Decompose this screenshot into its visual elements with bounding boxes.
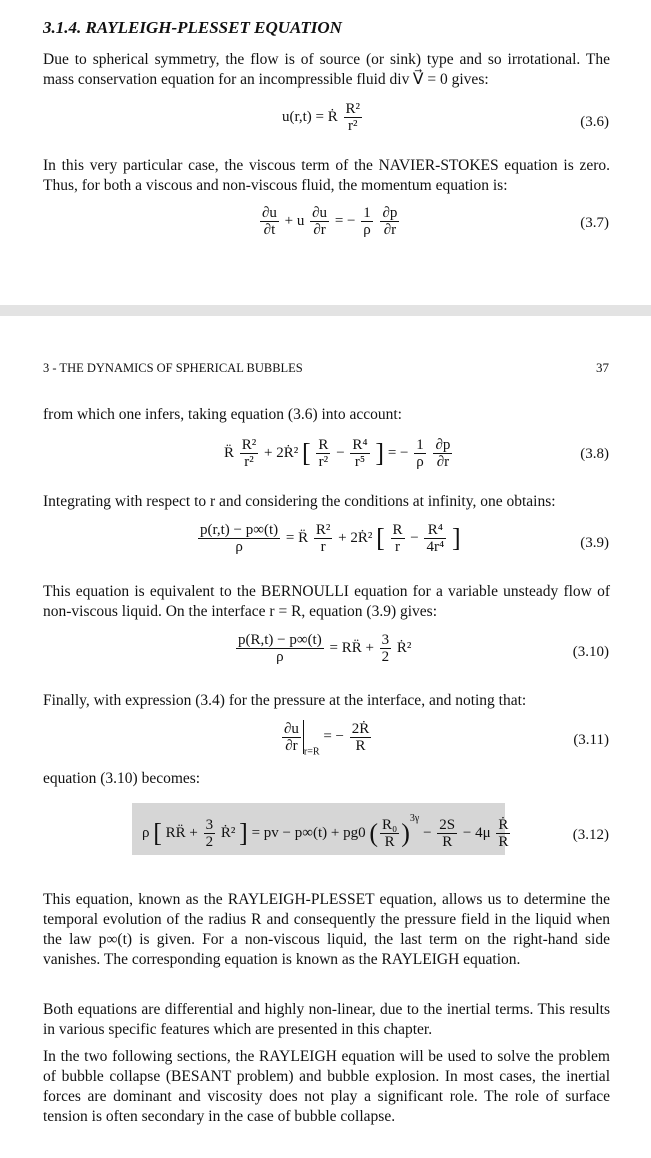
equation-number-3-9: (3.9)	[580, 535, 609, 551]
equation-number-3-10: (3.10)	[572, 644, 609, 660]
eq-3-7-t1-num: ∂u	[262, 205, 277, 221]
eq-3-8-a-num: R²	[241, 437, 257, 453]
equation-3-8	[224, 437, 454, 470]
eq-3-9-l-num: p(r,t) − p∞(t)	[200, 522, 279, 538]
equation-3-9	[196, 522, 461, 555]
paragraph-nonlinear: Both equations are differential and highly non-linear, due to the inertial terms. This results in various specific features which are presented in this chapter.	[43, 1001, 610, 1038]
eq-3-9-equals: = R̈	[285, 529, 309, 546]
eq-3-12-f-den: 2	[205, 834, 214, 851]
eq-3-7-term1	[260, 205, 279, 238]
eq-3-8-frac-e	[414, 437, 426, 470]
eq-3-6-fraction	[344, 101, 363, 134]
eq-3-11-r-num: 2Ṙ	[351, 720, 370, 737]
eq-3-6-den: r²	[348, 118, 358, 134]
text-line-3: Finally, with expression (3.4) for the pressure at the interface, and noting that:	[43, 692, 527, 709]
text-line-2: Integrating with respect to r and considering the conditions at infinity, one obtains:	[43, 493, 556, 510]
eq-3-10-l-den: ρ	[276, 649, 284, 665]
eq-3-9-b: + 2Ṙ²	[338, 529, 373, 546]
eq-3-12-r-num: R₀	[382, 817, 398, 834]
eq-3-8-f-den: ∂r	[436, 454, 450, 470]
eq-3-7-t4-den: ∂r	[383, 222, 397, 238]
eq-3-7-t2-den: ∂r	[313, 222, 326, 238]
page-separator	[0, 305, 651, 316]
eq-3-9-frac-c	[391, 522, 405, 555]
eq-3-7-term4	[380, 205, 399, 238]
eq-3-6-lhs: u(r,t) = Ṙ	[282, 108, 338, 125]
eq-3-9-d-den: 4r⁴	[426, 539, 445, 555]
eq-3-11-equals: = −	[323, 728, 344, 745]
eq-3-12-visc: − 4μ	[462, 825, 491, 841]
text-line-1: from which one infers, taking equation (3.6) into account:	[43, 406, 402, 423]
paragraph-rayleigh-plesset: This equation, known as the RAYLEIGH-PLESSET equation, allows us to determine the temporal evolution of the radius R and consequently the pressure field in the liquid when the law p∞(t) is given. For a non-viscous liquid, the last term on the right-hand side vanishes. The corresponding equation is known as the RAYLEIGH equation.	[43, 891, 610, 968]
equation-number-3-12: (3.12)	[572, 827, 609, 843]
running-header: 3 - THE DYNAMICS OF SPHERICAL BUBBLES	[43, 361, 303, 375]
eq-3-10-f-den: 2	[381, 649, 390, 665]
eq-3-8-frac-f	[433, 437, 452, 470]
eq-3-10-f-num: 3	[381, 632, 390, 648]
paragraph-following-sections: In the two following sections, the RAYLEIGH equation will be used to solve the problem of bubble collapse (BESANT problem) and bubble explosion. In most cases, the inertial forces are dominant and viscosity does not play a significant role. The role of surface tension is often secondary in the case of bubble collapse.	[43, 1048, 610, 1125]
eq-3-12-s-den: R	[442, 834, 453, 851]
eq-3-9-frac-d	[424, 522, 446, 555]
eq-3-8-open-bracket: [	[302, 438, 311, 468]
eq-3-11-r-den: R	[355, 737, 366, 754]
paragraph-mass-conservation: Due to spherical symmetry, the flow is of source (or sink) type and so irrotational. The mass conservation equation for an incompressible fluid div V⃗ = 0 gives:	[43, 51, 610, 88]
eq-3-9-c-num: R	[392, 522, 403, 538]
eq-3-12-v-num: Ṙ	[498, 817, 509, 834]
equation-3-7	[258, 205, 401, 238]
eq-3-8-frac-c	[316, 437, 330, 470]
eq-3-8-minus: −	[336, 444, 345, 461]
text-line-4: equation (3.10) becomes:	[43, 770, 201, 787]
eq-3-9-a-den: r	[320, 539, 326, 555]
paragraph-bernoulli: This equation is equivalent to the BERNOULLI equation for a variable unsteady flow of non-viscous liquid. On the interface r = R, equation (3.9) gives:	[43, 583, 610, 620]
eq-3-12-ratio-frac	[380, 817, 399, 850]
equation-3-6	[282, 101, 364, 134]
eq-3-8-d-den: r⁵	[354, 454, 366, 470]
eq-3-8-f-num: ∂p	[435, 437, 451, 453]
equation-number-3-8: (3.8)	[580, 446, 609, 462]
equation-number-3-6: (3.6)	[580, 114, 609, 130]
page-top	[0, 0, 651, 305]
eq-3-7-equals: = −	[334, 212, 356, 229]
equation-number-3-11: (3.11)	[573, 732, 609, 748]
eq-3-8-d-num: R⁴	[352, 437, 368, 453]
eq-3-12-open-bracket: [	[153, 818, 162, 848]
equation-3-12	[142, 813, 512, 850]
eq-3-8-b: + 2Ṙ²	[264, 444, 299, 461]
eq-3-12-equals: = pv − p∞(t) + pg0	[251, 825, 366, 841]
eq-3-8-a-den: r²	[244, 454, 254, 470]
eq-3-12-visc-frac	[496, 817, 510, 850]
eq-3-8-close-bracket: ]	[375, 438, 385, 468]
eq-3-10-rhs1: = RR̈ +	[329, 639, 374, 656]
eq-3-9-frac-a	[314, 522, 333, 555]
eq-3-12-close-paren: )	[401, 818, 410, 848]
eq-3-12-in2: Ṙ²	[220, 825, 236, 841]
eq-3-12-in1: RR̈ +	[165, 825, 198, 841]
eq-3-12-s-num: 2S	[439, 817, 456, 834]
eq-3-10-lhs-frac	[236, 632, 324, 665]
eq-3-9-a-num: R²	[315, 522, 331, 538]
eq-3-7-t4-num: ∂p	[382, 205, 398, 221]
eq-3-8-frac-a	[240, 437, 259, 470]
eq-3-11-l-num: ∂u	[284, 720, 299, 737]
eq-3-9-open-bracket: [	[376, 523, 385, 553]
eq-3-7-t3-den: ρ	[363, 222, 371, 238]
eq-3-6-num: R²	[345, 101, 361, 117]
eq-3-9-close-bracket: ]	[451, 523, 461, 553]
eq-3-9-lhs-frac	[198, 522, 280, 555]
eq-3-9-l-den: ρ	[235, 539, 243, 555]
paragraph-navier-stokes: In this very particular case, the viscous term of the NAVIER-STOKES equation is zero. Thus, for both a viscous and non-viscous fluid, the momentum equation is:	[43, 157, 610, 194]
page-number: 37	[596, 360, 609, 375]
eq-3-8-equals: = −	[387, 444, 409, 461]
eq-3-7-t1-den: ∂t	[263, 222, 276, 238]
eq-3-12-surface-frac	[437, 817, 457, 850]
eq-3-12-close-bracket: ]	[239, 818, 248, 848]
eq-3-12-open-paren: (	[369, 818, 378, 848]
equation-3-11	[280, 720, 373, 757]
eq-3-8-a: R̈	[224, 444, 235, 461]
eq-3-7-t2-num: ∂u	[312, 205, 328, 221]
eq-3-7-t3-num: 1	[363, 205, 371, 221]
eq-3-11-rhs-frac	[350, 721, 372, 754]
eq-3-8-e-den: ρ	[416, 454, 424, 470]
eq-3-11-lhs-frac	[282, 721, 301, 754]
eq-3-10-l-num: p(R,t) − p∞(t)	[238, 632, 322, 648]
eq-3-12-v-den: R	[498, 834, 509, 851]
eq-3-12-minus: −	[423, 825, 432, 841]
eq-3-7-term2	[310, 205, 329, 238]
section-title: 3.1.4. RAYLEIGH-PLESSET EQUATION	[43, 18, 342, 37]
eq-3-8-frac-d	[350, 437, 369, 470]
eq-3-12-f-num: 3	[205, 817, 214, 834]
eq-3-9-d-num: R⁴	[424, 522, 446, 539]
eq-3-11-l-den: ∂r	[285, 737, 298, 754]
equation-number-3-7: (3.7)	[580, 215, 609, 231]
equation-3-10	[234, 632, 411, 665]
eq-3-12-rho: ρ	[142, 825, 150, 841]
page-bottom	[0, 316, 651, 1158]
eq-3-7-term3	[361, 205, 373, 238]
eq-3-8-c-num: R	[318, 437, 329, 453]
eq-3-12-r-den: R	[384, 834, 395, 851]
eq-3-10-frac	[380, 632, 392, 665]
eq-3-10-rhs2: Ṙ²	[396, 639, 412, 656]
eq-3-8-e-num: 1	[416, 437, 424, 453]
eq-3-8-c-den: r²	[318, 454, 329, 470]
eq-3-9-c-den: r	[395, 539, 400, 555]
eq-3-11-sub: r=R	[303, 746, 320, 758]
eq-3-9-minus: −	[410, 529, 419, 546]
eq-3-12-frac	[204, 817, 216, 850]
eq-3-12-exponent: 3γ	[409, 813, 420, 824]
eq-3-7-plus: + u	[284, 212, 305, 229]
